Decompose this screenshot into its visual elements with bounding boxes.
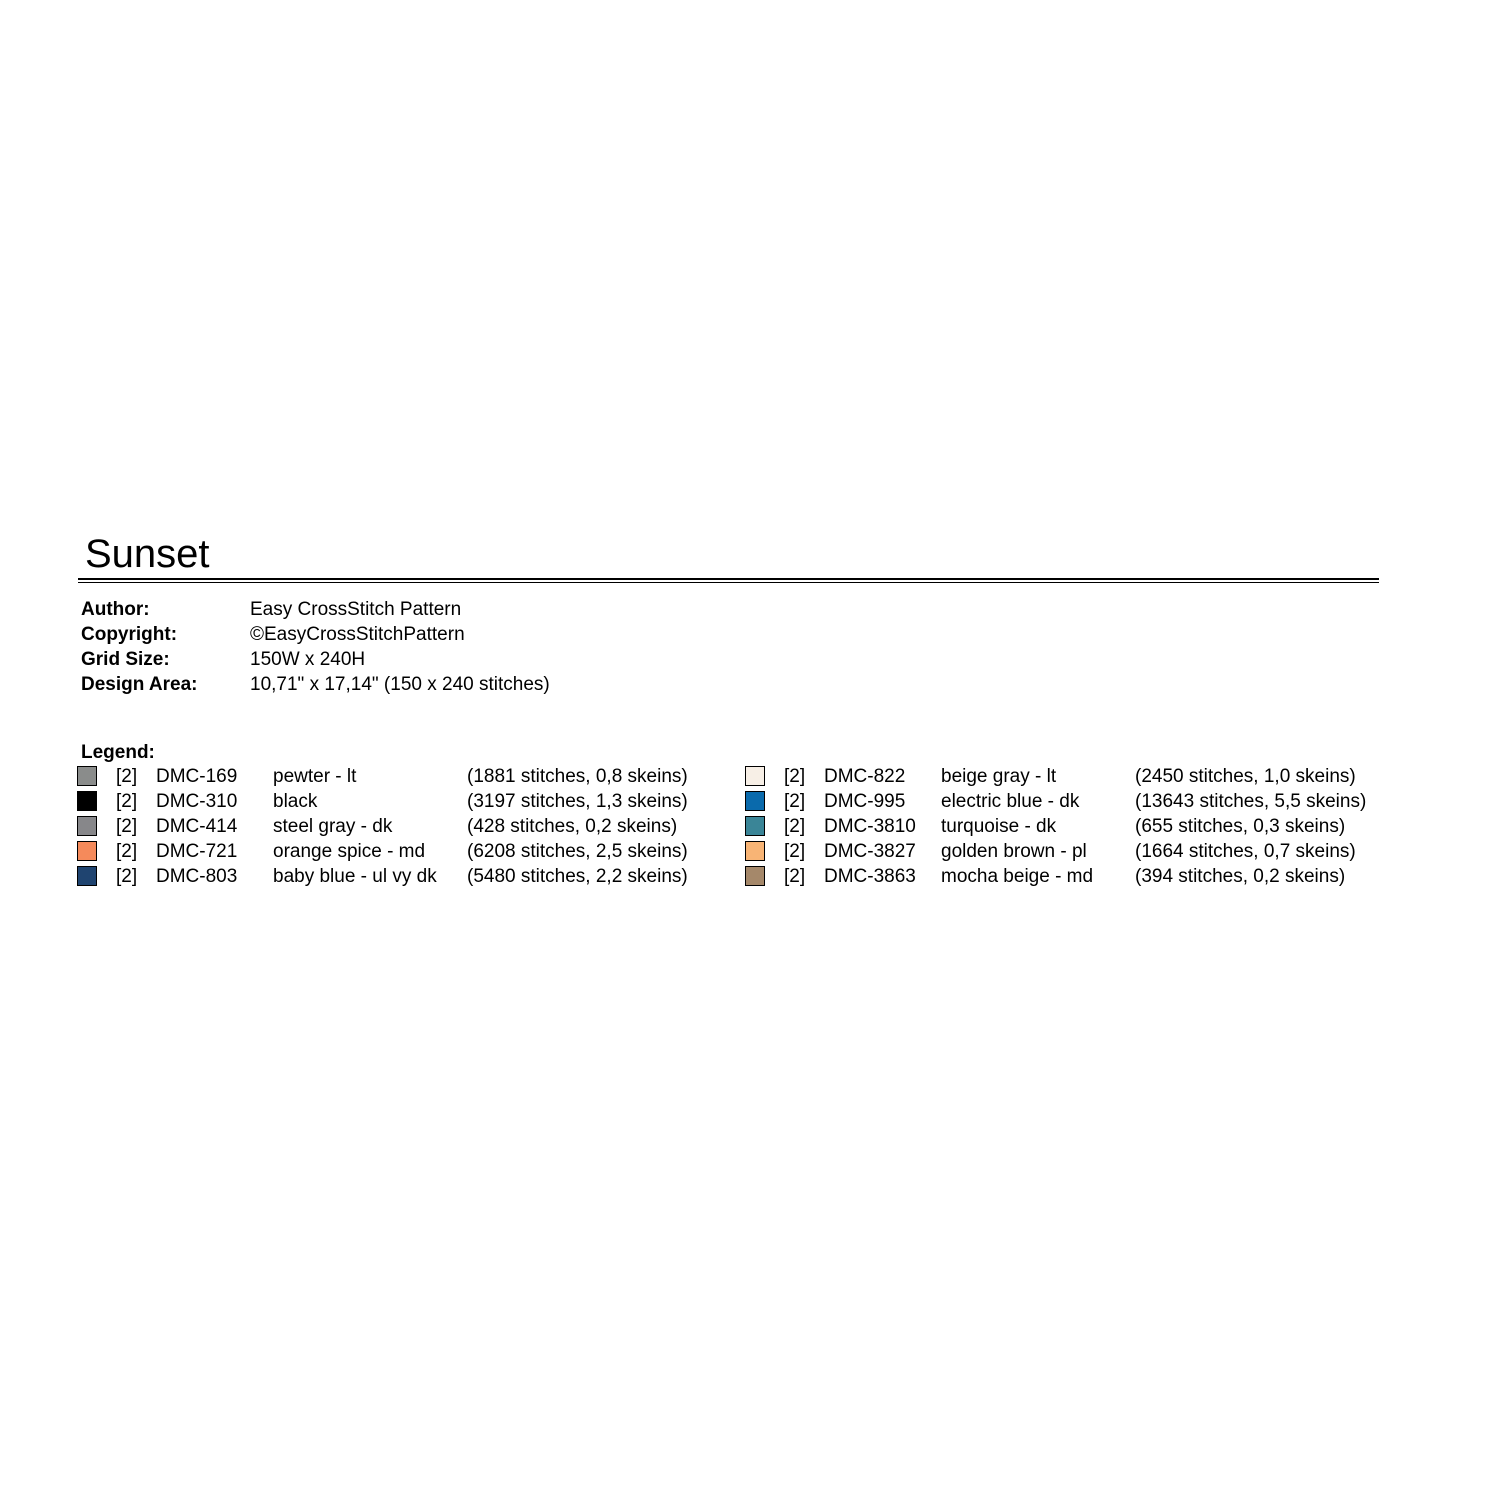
color-swatch xyxy=(77,791,97,811)
meta-value: Easy CrossStitch Pattern xyxy=(250,599,462,620)
title-rule-thin xyxy=(78,582,1379,583)
legend-count: (2450 stitches, 1,0 skeins) xyxy=(1135,766,1356,787)
legend-color-name: baby blue - ul vy dk xyxy=(273,866,437,887)
legend-code: DMC-310 xyxy=(156,791,238,812)
legend-count: (6208 stitches, 2,5 skeins) xyxy=(467,841,688,862)
meta-value: ©EasyCrossStitchPattern xyxy=(250,624,465,645)
meta-label: Grid Size: xyxy=(81,649,170,670)
color-swatch xyxy=(745,841,765,861)
legend-color-name: pewter - lt xyxy=(273,766,357,787)
legend-strands: [2] xyxy=(116,841,138,862)
meta-value: 150W x 240H xyxy=(250,649,366,670)
legend-strands: [2] xyxy=(116,766,138,787)
legend-color-name: golden brown - pl xyxy=(941,841,1087,862)
legend-color-name: beige gray - lt xyxy=(941,766,1057,787)
legend-code: DMC-803 xyxy=(156,866,238,887)
meta-label: Author: xyxy=(81,599,150,620)
legend-strands: [2] xyxy=(116,791,138,812)
legend-code: DMC-169 xyxy=(156,766,238,787)
legend-strands: [2] xyxy=(784,841,806,862)
legend-strands: [2] xyxy=(116,816,138,837)
legend-strands: [2] xyxy=(116,866,138,887)
legend-color-name: mocha beige - md xyxy=(941,866,1094,887)
color-swatch xyxy=(745,766,765,786)
pattern-meta xyxy=(81,597,550,697)
pattern-title: Sunset xyxy=(85,532,210,576)
meta-copyright xyxy=(81,622,550,647)
legend-code: DMC-822 xyxy=(824,766,906,787)
color-swatch xyxy=(745,791,765,811)
meta-design-area xyxy=(81,672,550,697)
legend-color-name: black xyxy=(273,791,318,812)
legend-count: (5480 stitches, 2,2 skeins) xyxy=(467,866,688,887)
legend-strands: [2] xyxy=(784,766,806,787)
legend-code: DMC-3810 xyxy=(824,816,916,837)
legend-count: (1881 stitches, 0,8 skeins) xyxy=(467,766,688,787)
legend-count: (3197 stitches, 1,3 skeins) xyxy=(467,791,688,812)
meta-label: Design Area: xyxy=(81,674,198,695)
color-swatch xyxy=(77,816,97,836)
legend-count: (394 stitches, 0,2 skeins) xyxy=(1135,866,1346,887)
color-swatch xyxy=(77,766,97,786)
legend-count: (1664 stitches, 0,7 skeins) xyxy=(1135,841,1356,862)
legend-strands: [2] xyxy=(784,866,806,887)
legend-strands: [2] xyxy=(784,816,806,837)
legend-count: (428 stitches, 0,2 skeins) xyxy=(467,816,678,837)
color-swatch xyxy=(77,841,97,861)
color-swatch xyxy=(77,866,97,886)
color-swatch xyxy=(745,816,765,836)
legend-color-name: orange spice - md xyxy=(273,841,426,862)
title-rule-thick xyxy=(78,578,1379,580)
color-swatch xyxy=(745,866,765,886)
meta-author xyxy=(81,597,550,622)
legend-code: DMC-3863 xyxy=(824,866,916,887)
legend-color-name: turquoise - dk xyxy=(941,816,1057,837)
legend-code: DMC-721 xyxy=(156,841,238,862)
legend-count: (13643 stitches, 5,5 skeins) xyxy=(1135,791,1367,812)
legend-code: DMC-995 xyxy=(824,791,906,812)
meta-grid-size xyxy=(81,647,550,672)
legend-count: (655 stitches, 0,3 skeins) xyxy=(1135,816,1346,837)
legend-title: Legend: xyxy=(81,742,155,763)
meta-label: Copyright: xyxy=(81,624,178,645)
legend-color-name: electric blue - dk xyxy=(941,791,1080,812)
legend-code: DMC-3827 xyxy=(824,841,916,862)
legend-color-name: steel gray - dk xyxy=(273,816,393,837)
legend-code: DMC-414 xyxy=(156,816,238,837)
meta-value: 10,71" x 17,14" (150 x 240 stitches) xyxy=(250,674,550,695)
legend-strands: [2] xyxy=(784,791,806,812)
